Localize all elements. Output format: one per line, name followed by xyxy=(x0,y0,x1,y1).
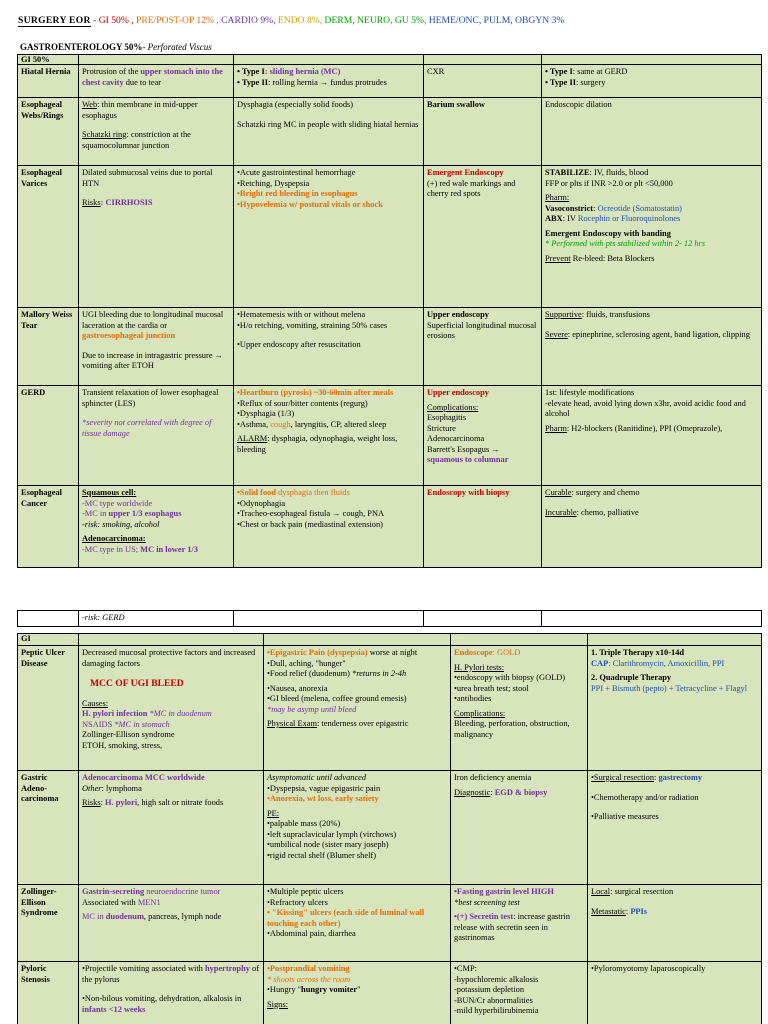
mallory-sx: •Hematemesis with or without melena •H/o retching, vomiting, straining 50% cases •Upper endoscopy after resuscitation xyxy=(234,308,424,386)
varices-dx: Emergent Endoscopy (+) red wale markings and cherry red spots xyxy=(424,166,542,308)
gerd-sx: •Heartburn (pyrosis) ~30-60min after meals •Reflux of sour/bitter contents (regurg) •Dysphagia (1/3) •Asthma, cough, laryngitis, CP, altered sleep ALARM: dysphagia, odynophagia, weight loss, bleeding xyxy=(234,386,424,486)
gerd-dx: Upper endoscopy Complications: Esophagitis Stricture Adenocarcinoma Barrett's Esopagus → squamous to columnar xyxy=(424,386,542,486)
webs-name: Esophageal Webs/Rings xyxy=(18,98,79,166)
gastric-tx: •Surgical resection: gastrectomy •Chemotherapy and/or radiation •Palliative measures xyxy=(588,771,762,885)
gi-table-1 xyxy=(17,54,762,568)
continuation-row xyxy=(18,611,762,627)
header-segment-1: PRE/POST-OP 12% , xyxy=(136,15,222,26)
header-segment-5: HEME/ONC, PULM, OBGYN 3% xyxy=(428,15,565,26)
cancer-sx: •Solid food dysphagia then fluids •Odynophagia •Tracheo-esophageal fistula → cough, PNA •Chest or back pain (mediastinal extension) xyxy=(234,486,424,568)
cancer-name: Esophageal Cancer xyxy=(18,486,79,568)
cancer-tx: Curable: surgery and chemo Incurable: chemo, palliative xyxy=(542,486,762,568)
row-zollinger-ellison xyxy=(18,885,762,962)
pud-dx: Endoscope: GOLD H. Pylori tests: •endoscopy with biopsy (GOLD) •urea breath test; stool •antibodies Complications: Bleeding, perforation, obstruction, malignancy xyxy=(451,646,588,771)
pyloric-name: Pyloric Stenosis xyxy=(18,962,79,1024)
row-esophageal-varices xyxy=(18,166,762,308)
pud-tx: 1. Triple Therapy x10-14d CAP: Clarithromycin, Amoxicillin, PPI 2. Quadruple Therapy PPI + Bismuth (pepto) + Tetracycline + Flagyl xyxy=(588,646,762,771)
cancer-dx: Endoscopy with biopsy xyxy=(424,486,542,568)
header-segment-0: - GI 50% , xyxy=(90,15,137,26)
section-subtitle xyxy=(20,42,212,53)
pyloric-sx: •Postprandial vomiting * shoots across the room •Hungry "hungry vomiter" Signs: xyxy=(264,962,451,1024)
row-gastric-adenocarcinoma xyxy=(18,771,762,885)
row-hiatal-hernia xyxy=(18,65,762,98)
row-esophageal-webs xyxy=(18,98,762,166)
gerd-def: Transient relaxation of lower esophageal sphincter (LES) *severity not correlated with degree of tissue damage xyxy=(79,386,234,486)
webs-tx: Endoscopic dilation xyxy=(542,98,762,166)
row-pyloric-stenosis xyxy=(18,962,762,1024)
hiatal-name: Hiatal Hernia xyxy=(18,65,79,98)
gi-table-2 xyxy=(17,633,762,1024)
varices-tx: STABILIZE: IV, fluids, blood FFP or plts if INR >2.0 or plt <50,000 Pharm: Vasoconstrict: Ocreotide (Somatostatin) ABX: IV Rocephin or Fluoroquinolones Emergent Endoscopy with banding * Performed with pts stabilized within 2- 12 hrs Prevent Re-bleed: Beta Blockers xyxy=(542,166,762,308)
continuation-table xyxy=(17,610,762,627)
header-segment-2: CARDIO 9%, xyxy=(221,15,278,26)
pud-def: Decreased mucosal protective factors and increased damaging factors MCC OF UGI BLEED Causes: H. pylori infection *MC in duodenum NSAIDS *MC in stomach Zollinger-Ellison syndrome ETOH, smoking, stress, xyxy=(79,646,264,771)
webs-def: Web: thin membrane in mid-upper esophagus Schatzki ring: constriction at the squamocolumnar junction xyxy=(79,98,234,166)
header-percentages xyxy=(91,15,565,26)
subtitle-italic: - Perforated Viscus xyxy=(142,42,212,52)
table1-header: GI 50% xyxy=(18,55,79,65)
varices-sx: •Acute gastrointestinal hemorrhage •Retching, Dyspepsia •Bright red bleeding in esophagus •Hypovelemia w/ postural vitals or shock xyxy=(234,166,424,308)
row-mallory-weiss xyxy=(18,308,762,386)
gastric-sx: Asymptomatic until advanced •Dyspepsia, vague epigastric pain •Anorexia, wt loss, early satiety PE: •palpable mass (20%) •left supraclavicular lymph (virchows) •umbilical node (sister mary joseph) •rigid rectal shelf (Blumer shelf) xyxy=(264,771,451,885)
continuation-text: -risk: GERD xyxy=(79,611,234,627)
header-segment-3: ENDO 8%, xyxy=(277,15,325,26)
hiatal-sx: • Type I: sliding hernia (MC) • Type II: rolling hernia → fundus protrudes xyxy=(234,65,424,98)
pud-sx: •Epigastric Pain (dyspepsia) worse at night •Dull, aching, "hunger" •Food relief (duodenum) *returns in 2-4h •Nausea, anorexia •GI bleed (melena, coffee ground emesis) *may be asymp until bleed Physical Exam: tenderness over epigastric xyxy=(264,646,451,771)
gastric-name: Gastric Adeno-carcinoma xyxy=(18,771,79,885)
zes-def: Gastrin-secreting neuroendocrine tumor Associated with MEN1 MC in duodenum, pancreas, lymph node xyxy=(79,885,264,962)
gerd-tx: 1st: lifestyle modifications -elevate head, avoid lying down x3hr, avoid acidic food and alcohol Pharm: H2-blockers (Ranitidine), PPI (Omeprazole), xyxy=(542,386,762,486)
pyloric-tx: •Pyloromyotomy laparoscopically xyxy=(588,962,762,1024)
mallory-dx: Upper endoscopy Superficial longitudinal mucosal erosions xyxy=(424,308,542,386)
mallory-def: UGI bleeding due to longitudinal mucosal laceration at the cardia or gastroesophageal junction Due to increase in intragastric pressure → vomiting after ETOH xyxy=(79,308,234,386)
zes-sx: •Multiple peptic ulcers •Refractory ulcers • "Kissing" ulcers (each side of luminal wall touching each other) •Abdominal pain, diarrhea xyxy=(264,885,451,962)
webs-dx: Barium swallow xyxy=(424,98,542,166)
mallory-name: Mallory Weiss Tear xyxy=(18,308,79,386)
cancer-def: Squamous cell: -MC type worldwide -MC in upper 1/3 esophagus -risk: smoking, alcohol Adenocarcinoma: -MC type in US; MC in lower 1/3 xyxy=(79,486,234,568)
document-header xyxy=(18,15,564,27)
webs-sx: Dysphagia (especially solid foods) Schatzki ring MC in people with sliding hiatal hernias xyxy=(234,98,424,166)
header-title: SURGERY EOR xyxy=(18,15,91,26)
table2-header: GI xyxy=(18,634,79,646)
pud-name: Peptic Ulcer Disease xyxy=(18,646,79,771)
row-gerd xyxy=(18,386,762,486)
hiatal-def: Protrusion of the upper stomach into the chest cavity due to tear xyxy=(79,65,234,98)
header-segment-4: DERM, NEURO, GU 5%, xyxy=(324,15,429,26)
gastric-dx: Iron deficiency anemia Diagnostic: EGD & biopsy xyxy=(451,771,588,885)
zes-dx: •Fasting gastrin level HIGH *best screening test •(+) Secretin test: increase gastrin release with secretin seen in gastrinomas xyxy=(451,885,588,962)
table2-header-row xyxy=(18,634,762,646)
gastric-def: Adenocarcinoma MCC worldwide Other: lymphoma Risks: H. pylori, high salt or nitrate foods xyxy=(79,771,264,885)
hiatal-dx: CXR xyxy=(424,65,542,98)
subtitle-bold: GASTROENTEROLOGY 50% xyxy=(20,42,143,52)
row-peptic-ulcer xyxy=(18,646,762,771)
pyloric-def: •Projectile vomiting associated with hypertrophy of the pylorus •Non-bilous vomiting, dehydration, alkalosis in infants <12 weeks xyxy=(79,962,264,1024)
mallory-tx: Supportive: fluids, transfusions Severe: epinephrine, sclerosing agent, band ligation, clipping xyxy=(542,308,762,386)
zes-tx: Local: surgical resection Metastatic: PPIs xyxy=(588,885,762,962)
row-esophageal-cancer xyxy=(18,486,762,568)
table1-header-row xyxy=(18,55,762,65)
varices-def: Dilated submucosal veins due to portal HTN Risks: CIRRHOSIS xyxy=(79,166,234,308)
varices-name: Esophageal Varices xyxy=(18,166,79,308)
hiatal-tx: • Type I: same at GERD • Type II: surgery xyxy=(542,65,762,98)
gerd-name: GERD xyxy=(18,386,79,486)
pyloric-dx: •CMP: -hypochloremic alkalosis -potassium depletion -BUN/Cr abnormalities -mild hyperbilirubinemia xyxy=(451,962,588,1024)
zes-name: Zollinger-Ellison Syndrome xyxy=(18,885,79,962)
